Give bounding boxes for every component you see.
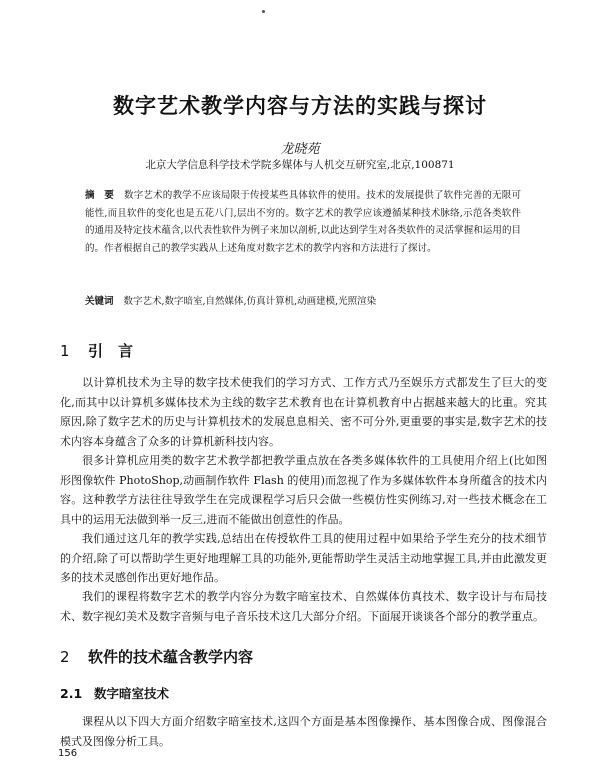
keywords [85, 293, 521, 310]
abstract-text: 数字艺术的教学不应该局限于传授某些具体软件的使用。技术的发展提供了软件完善的无限可能性,而且软件的变化也是五花八门,层出不穷的。数字艺术的教学应该遵循某种技术脉络,示范各类软件的通用及特定技术蕴含,以代表性软件为例子来加以剖析,以此达到学生对各类软件的灵活掌握和运用的目的。作者根据自己的教学实践从上述角度对数字艺术的教学内容和方法进行了探讨。 [85, 190, 521, 254]
section-1-paragraph-4: 我们的课程将数字艺术的教学内容分为数字暗室技术、自然媒体仿真技术、数字设计与布局技术、数字视幻美术及数字音频与电子音乐技术这几大部分介绍。下面展开谈谈各个部分的教学重点。 [60, 590, 547, 623]
section-1-paragraph-3: 我们通过这几年的教学实践,总结出在传授软件工具的使用过程中如果给予学生充分的技术细节的介绍,除了可以帮助学生更好地理解工具的功能外,更能帮助学生灵活主动地掌握工具,并由此激发更多的技术灵感创作出更好地作品。 [60, 532, 547, 584]
abstract [85, 187, 521, 257]
abstract-label: 摘 要 [85, 190, 115, 201]
subsection-2-1-number: 2.1 [60, 686, 83, 701]
page-number: 156 [58, 748, 78, 759]
paper-title: 数字艺术教学内容与方法的实践与探讨 [113, 94, 487, 118]
scan-speck [262, 10, 265, 13]
section-1-heading [60, 340, 133, 361]
keywords-text: 数字艺术,数字暗室,自然媒体,仿真计算机,动画建模,光照渲染 [123, 296, 377, 307]
section-2-heading [60, 646, 253, 667]
section-2-title: 软件的技术蕴含教学内容 [88, 648, 254, 666]
subsection-2-1-paragraph: 课程从以下四大方面介绍数字暗室技术,这四个方面是基本图像操作、基本图像合成、图像混合模式及图像分析工具。 [60, 715, 547, 748]
subsection-2-1-heading [60, 684, 169, 702]
section-2-number: 2 [60, 648, 70, 666]
keywords-label: 关键词 [85, 296, 114, 307]
author-name: 龙晓苑 [280, 142, 320, 157]
section-1-title: 引 言 [88, 342, 134, 360]
section-1-paragraph-1: 以计算机技术为主导的数字技术使我们的学习方式、工作方式乃至娱乐方式都发生了巨大的变化,而其中以计算机多媒体技术为主线的数字艺术教育也在计算机教育中占据越来越大的比重。究其原因,除了数字艺术的历史与计算机技术的发展息息相关、密不可分外,更重要的事实是,数字艺术的技术内容本身蕴含了众多的计算机新科技内容。 [60, 376, 547, 448]
author-affiliation: 北京大学信息科学技术学院多媒体与人机交互研究室,北京,100871 [145, 159, 455, 171]
section-1-number: 1 [60, 342, 70, 360]
section-1-paragraph-2: 很多计算机应用类的数字艺术教学都把教学重点放在各类多媒体软件的工具使用介绍上(比如图形图像软件 PhotoShop,动画制作软件 Flash 的使用)而忽视了作为多媒体软件本身所蕴含的技术内容。这种教学方法往往导致学生在完成课程学习后只会做一些模仿性实例练习,对一些技术概念在工具中的运用无法做到举一反三,进而不能做出创意性的作品。 [60, 454, 547, 526]
subsection-2-1-title: 数字暗室技术 [94, 686, 170, 701]
